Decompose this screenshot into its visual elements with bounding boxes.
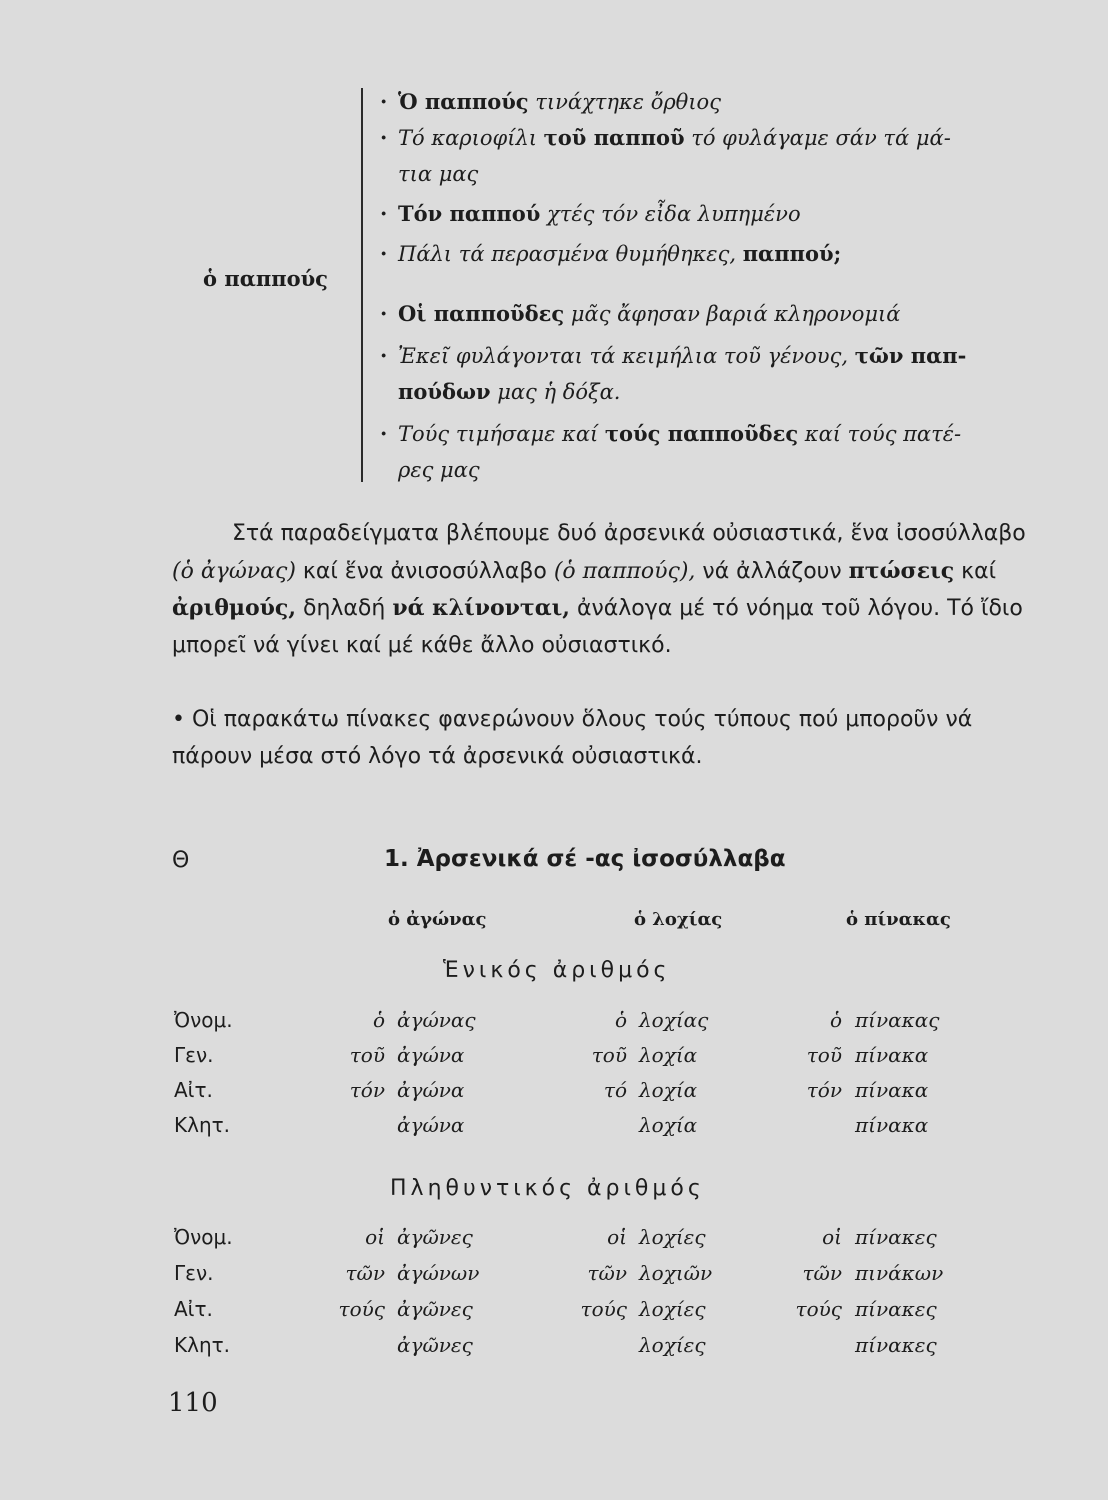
article: ὁ (372, 1008, 385, 1032)
column-header-1: ὁ ἀγώνας (388, 909, 487, 930)
noun-form: λοχίας (639, 1008, 709, 1032)
noun-form: λοχιῶν (639, 1261, 713, 1285)
text: δηλαδή (295, 596, 393, 621)
table-row (172, 1225, 952, 1255)
example-line (380, 374, 1048, 410)
example-text: τινάχτηκε ὄρθιος (528, 90, 721, 114)
bullet-icon: · (380, 421, 388, 446)
page-number: 110 (168, 1388, 218, 1418)
divider-line (361, 88, 363, 482)
article: ὁ (829, 1008, 842, 1032)
example-line (380, 120, 1030, 156)
case-label: Γεν. (174, 1043, 214, 1067)
noun-form: λοχίες (639, 1297, 706, 1321)
noun-form: πίνακες (855, 1225, 937, 1249)
case-label: Κλητ. (174, 1333, 231, 1357)
article: τούς (338, 1297, 385, 1321)
article: τούς (580, 1297, 627, 1321)
case-label: Αἰτ. (174, 1078, 213, 1102)
example-lemma: ὁ παππούς (203, 266, 328, 291)
example-text: ρες μας (398, 458, 480, 482)
italic-text: (ὁ ἀγώνας) (172, 558, 296, 584)
text: Στά παραδείγματα βλέπουμε δυό ἀρσενικά οὐσιαστικά, ἕνα ἰσοσύλλαβο (232, 521, 1026, 546)
column-header-2: ὁ λοχίας (634, 909, 723, 930)
noun-form: ἀγώνας (397, 1008, 476, 1032)
noun-form: ἀγώνων (397, 1261, 480, 1285)
table-row (172, 1043, 952, 1073)
paragraph-tables-intro: • Οἱ παρακάτω πίνακες φανερώνουν ὅλους τούς τύπους πού μποροῦν νά πάρουν μέσα στό λόγο τά ἀρσενικά οὐσιαστικά. (172, 707, 973, 769)
noun-form: πίνακες (855, 1333, 937, 1357)
noun-form: ἀγώνα (397, 1043, 465, 1067)
noun-form: λοχία (639, 1043, 698, 1067)
example-text: καί τούς πατέ- (798, 422, 962, 446)
bullet-icon: · (380, 343, 388, 368)
noun-form: πίνακα (855, 1113, 929, 1137)
noun-form: πίνακας (855, 1008, 940, 1032)
text: νά ἀλλάζουν (695, 558, 849, 584)
example-line (380, 338, 1030, 374)
text: καί ἕνα ἀνισοσύλλαβο (295, 558, 554, 584)
bold-text: νά κλίνονται, (392, 595, 570, 621)
paragraph-explanation (172, 516, 1028, 664)
article: οἱ (607, 1225, 627, 1249)
article: τοῦ (591, 1043, 627, 1067)
example-text: Πάλι τά περασμένα θυμήθηκες, (398, 242, 743, 266)
example-line (380, 236, 1030, 272)
article: τό (603, 1078, 627, 1102)
example-bold: τούς παπποῦδες (604, 421, 799, 446)
plural-title: Πληθυντικός ἀριθμός (390, 1176, 705, 1201)
example-text: τό φυλάγαμε σάν τά μά- (684, 126, 951, 150)
table-row (172, 1113, 952, 1143)
case-label: Αἰτ. (174, 1297, 213, 1321)
article: τοῦ (349, 1043, 385, 1067)
article: τοῦ (806, 1043, 842, 1067)
article: τόν (806, 1078, 842, 1102)
text: ἀνάλογα μέ τό νόημα τοῦ λόγου. Τό ἴδιο μπορεῖ νά γίνει καί μέ κάθε ἄλλο οὐσιαστικό. (172, 596, 1023, 658)
bullet-icon: · (380, 125, 388, 150)
noun-form: ἀγῶνες (397, 1225, 473, 1249)
example-text: μᾶς ἄφησαν βαριά κληρονομιά (564, 302, 901, 326)
article: τῶν (587, 1261, 627, 1285)
article: οἱ (822, 1225, 842, 1249)
example-line (380, 296, 1030, 332)
table-row (172, 1008, 952, 1038)
example-text: Τό καριοφίλι (398, 126, 544, 150)
bullet-icon: · (380, 89, 388, 114)
example-bold: Οἱ παπποῦδες (398, 301, 565, 326)
article: οἱ (365, 1225, 385, 1249)
article: τῶν (345, 1261, 385, 1285)
example-line (380, 452, 1048, 488)
case-label: Ὀνομ. (174, 1225, 233, 1249)
noun-form: λοχία (639, 1078, 698, 1102)
section-marker: Θ (172, 848, 190, 873)
text: καί (954, 558, 997, 584)
example-text: μας ἡ δόξα. (490, 380, 621, 404)
noun-form: λοχίες (639, 1225, 706, 1249)
column-header-3: ὁ πίνακας (846, 909, 951, 930)
table-row (172, 1297, 952, 1327)
bullet-icon: · (380, 201, 388, 226)
example-line (380, 416, 1030, 452)
case-label: Γεν. (174, 1261, 214, 1285)
noun-form: λοχία (639, 1113, 698, 1137)
noun-form: ἀγῶνες (397, 1333, 473, 1357)
example-bold: τοῦ παπποῦ (543, 125, 685, 150)
table-row (172, 1333, 952, 1363)
noun-form: πίνακα (855, 1043, 929, 1067)
example-bold: Τόν παππού (398, 201, 541, 226)
article: τούς (795, 1297, 842, 1321)
example-bold: παππού; (742, 241, 842, 266)
noun-form: πίνακες (855, 1297, 937, 1321)
example-text: Ἐκεῖ φυλάγονται τά κειμήλια τοῦ γένους, (398, 344, 855, 368)
article: τῶν (802, 1261, 842, 1285)
bullet-icon: · (380, 241, 388, 266)
singular-title: Ἑνικός ἀριθμός (443, 958, 671, 983)
italic-text: (ὁ παππούς), (553, 558, 696, 584)
example-line (380, 84, 1030, 120)
example-bold: Ὁ παππούς (398, 89, 529, 114)
section-title: 1. Ἀρσενικά σέ -ας ἰσοσύλλαβα (384, 846, 786, 872)
example-bold: τῶν παπ- (854, 343, 967, 368)
article: τόν (349, 1078, 385, 1102)
bold-text: ἀριθμούς, (172, 595, 296, 621)
noun-form: ἀγώνα (397, 1078, 465, 1102)
case-label: Κλητ. (174, 1113, 231, 1137)
article: ὁ (614, 1008, 627, 1032)
example-text: Τούς τιμήσαμε καί (398, 422, 605, 446)
example-line (380, 156, 1048, 192)
bold-text: πτώσεις (848, 557, 955, 584)
table-row (172, 1078, 952, 1108)
noun-form: ἀγῶνες (397, 1297, 473, 1321)
noun-form: πινάκων (855, 1261, 944, 1285)
example-bold: πούδων (398, 379, 491, 404)
table-row (172, 1261, 952, 1291)
example-line (380, 196, 1030, 232)
example-text: χτές τόν εἶδα λυπημένο (540, 202, 801, 226)
bullet-icon: · (380, 301, 388, 326)
case-label: Ὀνομ. (174, 1008, 233, 1032)
noun-form: πίνακα (855, 1078, 929, 1102)
example-text: τια μας (398, 162, 479, 186)
noun-form: λοχίες (639, 1333, 706, 1357)
noun-form: ἀγώνα (397, 1113, 465, 1137)
